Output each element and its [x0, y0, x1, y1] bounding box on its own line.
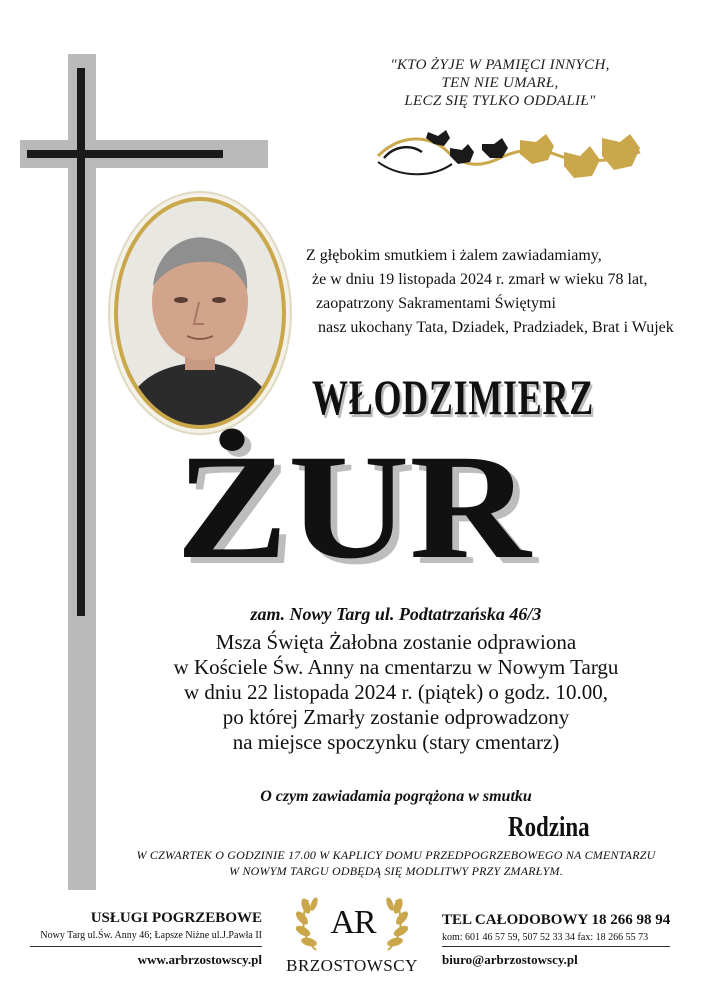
cross-bar [27, 150, 223, 158]
announcement-intro [300, 244, 680, 340]
family-signature: Rodzina [508, 812, 590, 843]
mass-line: po której Zmarły zostanie odprowadzony [222, 705, 570, 729]
vigil-line: W CZWARTEK O GODZINIE 17.00 W KAPLICY DOMU PRZEDPOGRZEBOWEGO NA CMENTARZU [136, 848, 656, 862]
logo-name: BRZOSTOWSCY [286, 956, 418, 975]
portrait-photo [107, 190, 293, 436]
intro-line: nasz ukochany Tata, Dziadek, Pradziadek, Brat i Wujek [318, 319, 674, 336]
footer-divider-left [30, 946, 262, 947]
mass-line: na miejsce spoczynku (stary cmentarz) [232, 730, 560, 754]
footer-divider-right [442, 946, 670, 947]
vigil-line: W NOWYM TARGU ODBĘDĄ SIĘ MODLITWY PRZY ZMARŁYM. [229, 864, 563, 878]
intro-line: Z głębokim smutkiem i żalem zawiadamiamy, [306, 247, 602, 264]
memorial-quote [340, 56, 660, 110]
quote-line: "KTO ŻYJE W PAMIĘCI INNYCH, [390, 57, 610, 73]
deceased-address: zam. Nowy Targ ul. Podtatrzańska 46/3 [250, 604, 542, 624]
deceased-surname: ŻUR [176, 424, 531, 590]
funeral-service-address: Nowy Targ ul.Św. Anny 46; Łapsze Niżne ul.J.Pawła II [40, 930, 262, 941]
mass-line: Msza Święta Żałobna zostanie odprawiona [215, 630, 577, 654]
grapevine-ornament-icon [370, 122, 650, 194]
email-link[interactable]: biuro@arbrzostowscy.pl [442, 952, 578, 967]
deceased-first-name: WŁODZIMIERZ [312, 369, 594, 425]
mass-line: w Kościele Św. Anny na cmentarzu w Nowym Targu [173, 655, 619, 679]
family-notice: O czym zawiadamia pogrążona w smutku [260, 788, 532, 805]
logo-letters: AR [330, 904, 376, 941]
intro-line: zaopatrzony Sakramentami Świętymi [316, 295, 556, 312]
quote-line: TEN NIE UMARŁ, [441, 75, 559, 91]
vigil-notice [96, 847, 696, 879]
mass-line: w dniu 22 listopada 2024 r. (piątek) o godz. 10.00, [183, 680, 609, 704]
mobile-fax-numbers: kom: 601 46 57 59, 507 52 33 34 fax: 18 266 55 73 [442, 932, 649, 943]
funeral-mass-info [96, 630, 696, 755]
intro-line: że w dniu 19 listopada 2024 r. zmarł w wieku 78 lat, [312, 271, 648, 288]
website-link[interactable]: www.arbrzostowscy.pl [137, 952, 262, 967]
funeral-service-title: USŁUGI POGRZEBOWE [90, 910, 262, 926]
quote-line: LECZ SIĘ TYLKO ODDALIŁ" [404, 93, 596, 109]
phone-number[interactable]: TEL CAŁODOBOWY 18 266 98 94 [442, 912, 671, 928]
